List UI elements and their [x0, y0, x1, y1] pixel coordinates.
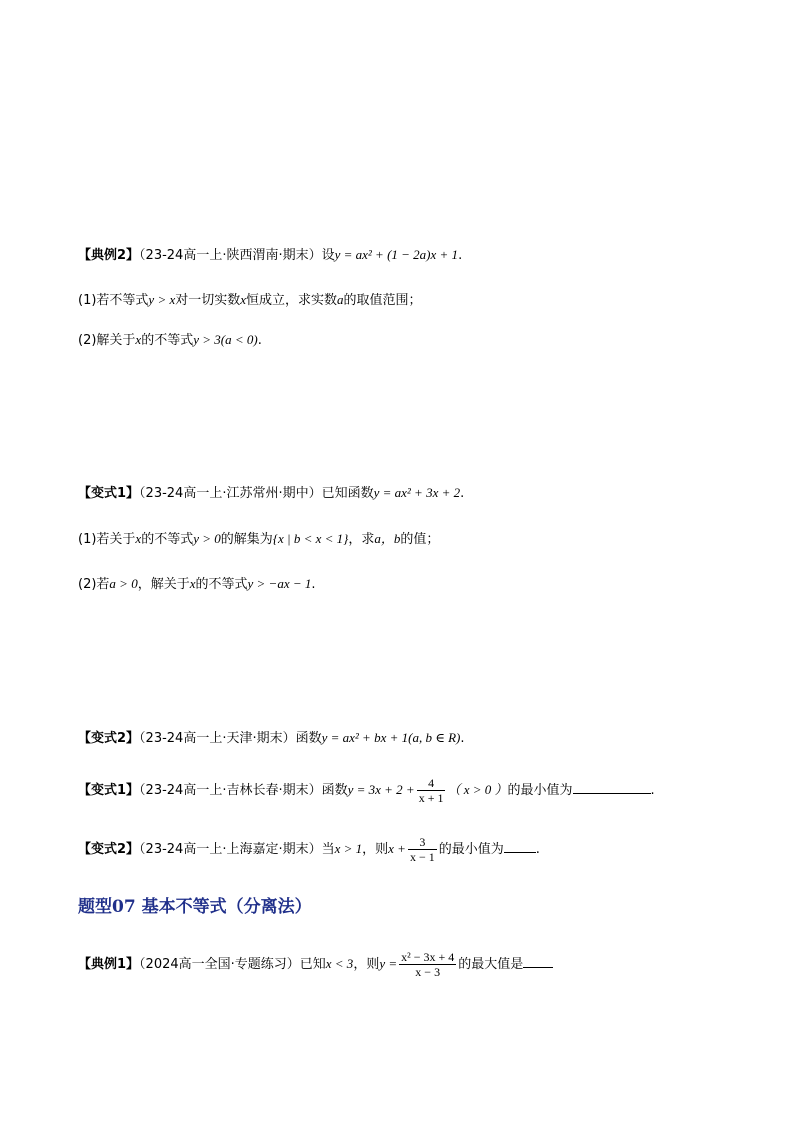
problem-tag: 【变式2】: [78, 731, 140, 746]
problem-variant1-header: 【变式1】（23-24高一上·江苏常州·期中）已知函数y = ax² + 3x + 2.: [78, 485, 465, 501]
q1-var: x: [240, 292, 247, 307]
problem-formula: y =: [379, 956, 398, 971]
problem-condition: x < 3: [325, 956, 354, 971]
problem-formula: x +: [388, 841, 406, 856]
problem-condition: x > 1: [334, 841, 363, 856]
problem-mid: ，则: [353, 957, 380, 972]
q1-text-f: 的值；: [400, 532, 440, 547]
q2-text: (2)若: [78, 577, 110, 592]
problem-tail: 的最小值为: [438, 842, 504, 857]
problem-tag: 【典例2】: [78, 248, 140, 263]
problem-formula: y = ax² + (1 − 2a)x + 1: [334, 247, 459, 262]
q2-text-b: ，解关于: [137, 577, 190, 592]
fraction: [399, 950, 456, 979]
fraction-denominator: x + 1: [418, 791, 444, 805]
fraction: [417, 776, 446, 805]
q1-text: (1)若不等式: [78, 293, 149, 308]
q2-inequality: y > −ax − 1: [247, 576, 312, 591]
q1-text-b: 的不等式: [141, 532, 194, 547]
problem-example2-q2: (2)解关于x的不等式y > 3(a < 0).: [78, 332, 262, 348]
q1-solution-set: {x | b < x < 1}: [272, 531, 349, 546]
q1-text-c: 恒成立，求实数: [246, 293, 338, 308]
q1-text-d: 的取值范围；: [343, 293, 422, 308]
q2-text-b: 的不等式: [141, 333, 194, 348]
problem-source: （23-24高一上·上海嘉定·期末）当: [139, 842, 335, 857]
answer-blank[interactable]: [523, 955, 553, 968]
problem-source: （23-24高一上·天津·期末）函数: [139, 731, 322, 746]
q1-var2: a: [337, 292, 344, 307]
problem-example2-header: 【典例2】（23-24高一上·陕西渭南·期末）设y = ax² + (1 − 2a)x + 1.: [78, 247, 463, 263]
q1-var: x: [135, 531, 142, 546]
answer-blank[interactable]: [573, 781, 651, 794]
problem-formula: y = ax² + 3x + 2: [373, 485, 461, 500]
q2-text: (2)解关于: [78, 333, 136, 348]
problem-mid: ，则: [362, 842, 389, 857]
fraction-numerator: x² − 3x + 4: [401, 950, 455, 964]
q2-inequality: y > 3(a < 0): [193, 332, 258, 347]
problem-tag: 【变式1】: [78, 486, 140, 501]
problem-tag: 【变式1】: [78, 783, 140, 798]
fraction-denominator: x − 1: [409, 850, 435, 864]
problem-variant1b: 【变式1】（23-24高一上·吉林长春·期末）函数y = 3x + 2 + $\frac{4}{x + 1}$ （ x > 0 ）的最小值为 .: [78, 776, 655, 805]
problem-tail: 的最小值为: [507, 783, 573, 798]
problem-tag: 【变式2】: [78, 842, 140, 857]
problem-variant2-header: 【变式2】（23-24高一上·天津·期末）函数y = ax² + bx + 1(a, b ∈ R).: [78, 730, 465, 746]
problem-example1: [78, 950, 553, 979]
problem-variant1-q2: (2)若a > 0，解关于x的不等式y > −ax − 1.: [78, 576, 316, 592]
problem-condition: （ x > 0 ）: [447, 782, 508, 797]
fraction: [408, 835, 437, 864]
q2-var: x: [189, 576, 196, 591]
problem-variant1-q1: [78, 530, 439, 549]
q1-text-d: ，求: [348, 532, 375, 547]
fraction-numerator: 3: [408, 835, 437, 850]
problem-tail: 的最大值是: [458, 957, 524, 972]
q1-text: (1)若关于: [78, 532, 136, 547]
fraction-denominator: x − 3: [415, 965, 441, 979]
problem-source: （23-24高一上·江苏常州·期中）已知函数: [139, 486, 374, 501]
problem-variant2b: 【变式2】（23-24高一上·上海嘉定·期末）当x > 1，则x + $\frac{3}{x - 1}$ 的最小值为 .: [78, 835, 540, 864]
problem-formula: y = ax² + bx + 1(a, b ∈ R): [321, 730, 461, 745]
q1-text-c: 的解集为: [220, 532, 273, 547]
q1-vars: a，b: [374, 531, 401, 546]
q1-inequality: y > x: [148, 292, 176, 307]
fraction-numerator: 4: [417, 776, 446, 791]
q2-condition: a > 0: [109, 576, 138, 591]
problem-source: （23-24高一上·陕西渭南·期末）设: [139, 248, 335, 263]
q1-inequality: y > 0: [193, 531, 221, 546]
problem-formula: y = 3x + 2 +: [347, 782, 415, 797]
problem-tag: 【典例1】: [78, 957, 140, 972]
q1-text-b: 对一切实数: [175, 293, 241, 308]
answer-blank[interactable]: [504, 840, 536, 853]
problem-source: （23-24高一上·吉林长春·期末）函数: [139, 783, 348, 798]
q2-text-c: 的不等式: [195, 577, 248, 592]
q2-var: x: [135, 332, 142, 347]
problem-example2-q1: [78, 291, 422, 310]
problem-source: （2024高一全国·专题练习）已知: [139, 957, 326, 972]
section-heading: 题型07 基本不等式（分离法）: [78, 897, 312, 917]
